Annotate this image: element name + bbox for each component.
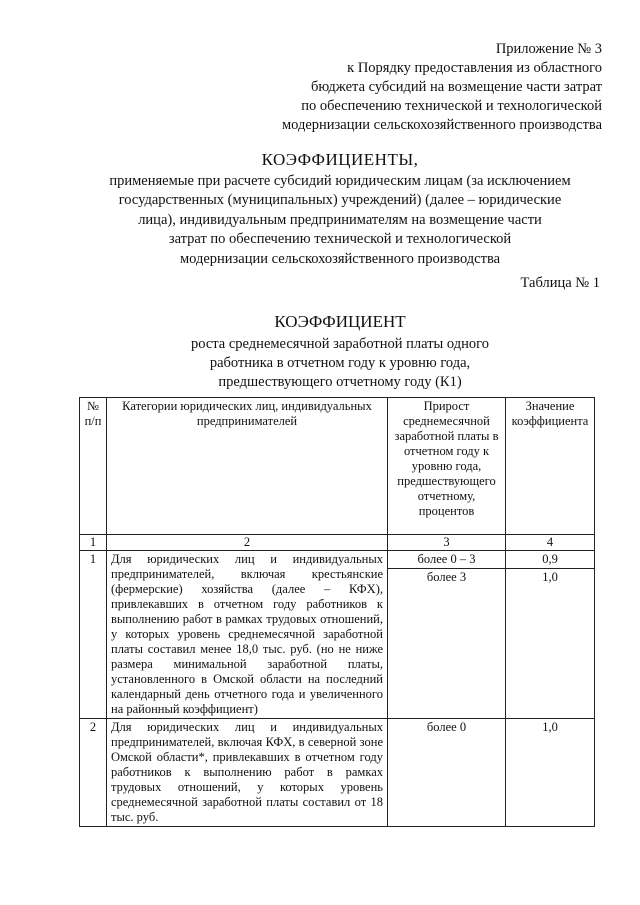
row-category: Для юридических лиц и индивидуальных предпринимателей, включая крестьянские (фермерские) хозяйства (далее – КФХ), привлекавших в отчетном году работников к выполнению работ в рамках трудовых отношений, у которых уровень среднемесячной заработной платы составил менее 18,0 тыс. руб. (но не ниже размера минимальной заработной платы, установленного в Омской области на последний календарный день отчетного года и увеличенного на районный коэффициент) <box>107 551 388 719</box>
table-label: Таблица № 1 <box>520 275 600 291</box>
row-value: 1,0 <box>506 719 595 827</box>
header-growth: Прирост среднемесячной заработной платы в отчетном году к уровню года, предшествующего отчетному, процентов <box>388 398 506 535</box>
column-number: 3 <box>388 535 506 551</box>
column-number-row <box>80 535 595 551</box>
row-growth: более 0 <box>388 719 506 827</box>
appendix-line: модернизации сельскохозяйственного производства <box>281 117 602 133</box>
appendix-line: бюджета субсидий на возмещение части затрат <box>310 79 602 95</box>
row-growth: более 0 – 3 <box>388 551 506 569</box>
table-row <box>80 551 595 569</box>
column-number: 4 <box>506 535 595 551</box>
row-growth: более 3 <box>388 569 506 719</box>
heading-line: лица), индивидуальным предпринимателям на возмещение части <box>138 211 542 228</box>
heading-line: применяемые при расчете субсидий юридическим лицам (за исключением <box>109 172 571 189</box>
table-heading <box>70 312 610 392</box>
column-number: 2 <box>107 535 388 551</box>
table-subtitle-line: роста среднемесячной заработной платы одного <box>191 336 489 352</box>
heading-title: КОЭФФИЦИЕНТЫ, <box>261 150 419 169</box>
heading-line: государственных (муниципальных) учреждений) (далее – юридические <box>118 192 562 208</box>
heading-line: затрат по обеспечению технической и технологической <box>168 231 512 247</box>
document-heading <box>70 150 610 269</box>
column-number: 1 <box>80 535 107 551</box>
appendix-line: по обеспечению технической и технологической <box>301 98 602 114</box>
table-subtitle-line: работника в отчетном году к уровню года, <box>209 355 471 371</box>
appendix-block <box>242 40 602 135</box>
header-category: Категории юридических лиц, индивидуальных предпринимателей <box>107 398 388 535</box>
row-value: 0,9 <box>506 551 595 569</box>
header-num: № п/п <box>80 398 107 535</box>
appendix-line: Приложение № 3 <box>495 41 602 57</box>
table-header-row <box>80 398 595 535</box>
table-title: КОЭФФИЦИЕНТ <box>274 312 406 331</box>
coefficient-table <box>79 397 595 827</box>
row-num: 1 <box>80 551 107 719</box>
table-row <box>80 719 595 827</box>
row-value: 1,0 <box>506 569 595 719</box>
row-category: Для юридических лиц и индивидуальных предпринимателей, включая КФХ, в северной зоне Омской области*, привлекавших в отчетном году работников к выполнению работ в рамках трудовых отношений, у которых уровень среднемесячной заработной платы составил от 18 тыс. руб. <box>107 719 388 827</box>
header-value: Значение коэффициента <box>506 398 595 535</box>
heading-line: модернизации сельскохозяйственного производства <box>179 250 501 267</box>
table-subtitle-line: предшествующего отчетному году (К1) <box>218 374 462 390</box>
row-num: 2 <box>80 719 107 827</box>
appendix-line: к Порядку предоставления из областного <box>347 60 602 76</box>
